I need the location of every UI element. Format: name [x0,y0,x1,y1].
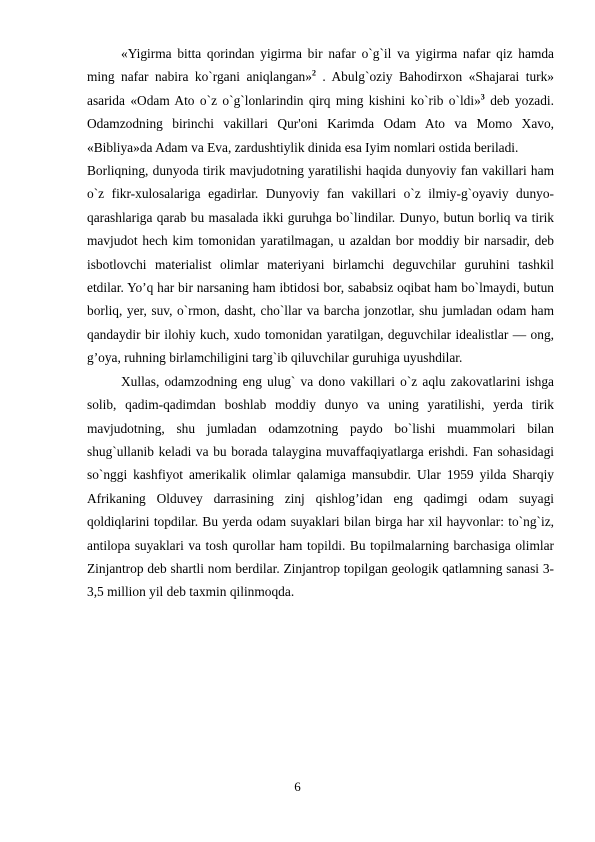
body-text [87,42,554,604]
footnote-ref-2[interactable]: 2 [311,68,316,78]
paragraph-2: Borliqning, dunyoda tirik mavjudotning yaratilishi haqida dunyoviy fan vakillari ham o`z fikr-xulosalariga egadirlar. Dunyoviy fan vakillari o`z ilmiy-g`oyaviy dunyo-qarashlariga qarab bu masalada ikki guruhga bo`lindilar. Dunyo, butun borliq va tirik mavjudot hech kim tomonidan yaratilmagan, u azaldan bor moddiy bir narsadir, deb isbotlovchi materialist olimlar materiyani birlamchi deguvchilar guruhini tashkil etdilar. Yo’q har bir narsaning ham ibtidosi bor, sababsiz oqibat ham bo`lmaydi, butun borliq, yer, suv, o`rmon, dasht, cho`llar va barcha jonzotlar, shu jumladan odam ham qandaydir bir ilohiy kuch, xudo tomonidan yaratilgan, deguvchilar idealistlar — ong, g’oya, ruhning birlamchiligini targ`ib qiluvchilar guruhiga uyushdilar. [87,163,554,366]
paragraph-1-text-b: . Abulg`oziy Bahodirxon «Shajarai turk» asarida «Odam Ato o`z o`g`lonlarindin qirq ming kishini ko`rib o`ldi» [87,69,554,108]
paragraph-1-text-a: «Yigirma bitta qorindan yigirma bir nafar o`g`il va yigirma nafar qiz hamda ming nafar nabira ko`rgani aniqlangan» [87,46,554,85]
paragraph-3: Xullas, odamzodning eng ulug` va dono vakillari o`z aqlu zakovatlarini ishga solib, qadim-qadimdan boshlab moddiy dunyo va uning yaratilishi, yerda tirik mavjudotning, shu jumladan odamzotning paydo bo`lishi muammolari bilan shug`ullanib keladi va bu borada talaygina muvaffaqiyatlarga erishdi. Fan sohasidagi so`nggi kashfiyot amerikalik olimlar qalamiga mansubdir. Ular 1959 yilda Sharqiy Afrikaning Olduvey darrasining zinj qishlog’idan eng qadimgi odam suyagi qoldiqlarini topdilar. Bu yerda odam suyaklari bilan birga har xil hayvonlar: to`ng`iz, antilopa suyaklari va tosh qurollar ham topildi. Bu topilmalarning barchasiga olimlar Zinjantrop deb shartli nom berdilar. Zinjantrop topilgan geologik qatlamning sanasi 3-3,5 million yil deb taxmin qilinmoqda. [87,373,554,600]
page-number: 6 [294,779,301,794]
paragraph-1-text-c: deb yozadi. Odamzodning birinchi vakillari Qur'oni Karimda Odam Ato va Momo Xavo, «Bibliya»da Adam va Eva, zardushtiylik dinida esa Iyim nomlari ostida beriladi. [87,92,554,155]
footnote-ref-3[interactable]: 3 [480,92,485,102]
paragraph-1 [87,42,554,159]
